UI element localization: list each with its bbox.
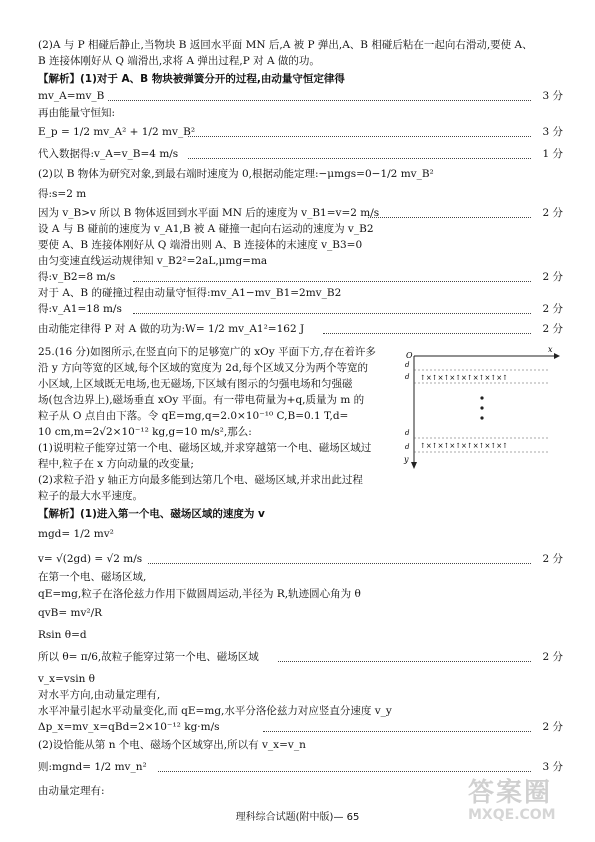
- text-line: qE=mg,粒子在洛伦兹力作用下做圆周运动,半径为 R,轨迹圆心角为 θ: [38, 588, 361, 600]
- text-line: 小区域,上区域既无电场,也无磁场,下区域有图示的匀强电场和匀强磁: [38, 378, 353, 390]
- ellipsis-dot: [480, 416, 483, 419]
- x-axis-label: x: [548, 345, 553, 354]
- text-line: 水平冲量引起水平动量变化,而 qE=mg,水平分洛伦兹力对应竖直分速度 v_y: [38, 705, 392, 717]
- d-label: d: [405, 361, 410, 369]
- text-line: 对于 A、B 的碰撞过程由动量守恒得:mv_A1−mv_B1=2mv_B2: [38, 287, 342, 299]
- text-line: 【解析】(1)进入第一个电、磁场区域的速度为 v: [38, 508, 265, 520]
- field-symbols-row-1: ↑×↑×↑×↑×↑×↑×↑×↑: [420, 374, 508, 382]
- text-line: 粒子的最大水平速度。: [38, 490, 143, 502]
- text-line: mgd= 1/2 mv²: [38, 528, 114, 540]
- text-line: 程中,粒子在 x 方向动量的改变量;: [38, 458, 194, 470]
- x-axis-arrow: [554, 353, 560, 359]
- watermark-url: MXQE.COM: [468, 807, 556, 823]
- y-axis-label: y: [404, 455, 409, 464]
- text-line: (1)说明粒子能穿过第一个电、磁场区域,并求穿越第一个电、磁场区域过: [38, 442, 372, 454]
- d-label: d: [405, 373, 410, 381]
- text-line: 所以 θ= π/6,故粒子能穿过第一个电、磁场区域 2 分: [38, 650, 563, 664]
- text-line: 代入数据得:v_A=v_B=4 m/s 1 分: [38, 147, 563, 161]
- text-line: (2)求粒子沿 y 轴正方向最多能到达第几个电、磁场区域,并求出此过程: [38, 474, 363, 486]
- text-line: 得:v_A1=18 m/s 2 分: [38, 302, 563, 316]
- text-line: 场(包含边界上),磁场垂直 xOy 平面。有一带电荷量为+q,质量为 m 的: [38, 394, 365, 406]
- text-line: 因为 v_B>v 所以 B 物体返回到水平面 MN 后的速度为 v_B1=v=2 m/s 2 分: [38, 206, 563, 220]
- text-line: 沿 y 方向等宽的区域,每个区域的宽度为 2d,每个区域又分为两个等宽的: [38, 362, 369, 374]
- text-line: 在第一个电、磁场区域,: [38, 571, 147, 583]
- text-line: 得:s=2 m: [38, 188, 87, 200]
- y-axis-arrow: [411, 462, 417, 469]
- text-line: 要使 A、B 连接体刚好从 Q 端滑出则 A、B 连接体的末速度 v_B3=0: [38, 239, 363, 251]
- text-line: 得:v_B2=8 m/s 2 分: [38, 270, 563, 284]
- watermark-logo: [468, 772, 588, 842]
- text-line: mv_A=mv_B 3 分: [38, 89, 563, 103]
- text-line: 由匀变速直线运动规律知 v_B2²=2aL,μmg=ma: [38, 255, 268, 267]
- watermark-logo-text: 答案圈: [468, 778, 553, 808]
- text-line: 25.(16 分)如图所示,在竖直向下的足够宽广的 xOy 平面下方,存在着许多: [38, 346, 376, 358]
- text-line: (2)A 与 P 相碰后静止,当物块 B 返回水平面 MN 后,A 被 P 弹出,A、B 相碰后粘在一起向右滑动,要使 A、: [38, 39, 533, 51]
- text-line: 10 cm,m=2√2×10⁻¹² kg,g=10 m/s²,那么:: [38, 426, 252, 438]
- d-label: d: [405, 443, 410, 451]
- text-line: 由动能定律得 P 对 A 做的功为:W= 1/2 mv_A1²=162 J 2 分: [38, 322, 563, 336]
- field-symbols-row-n: ↑×↑×↑×↑×↑×↑×↑×↑: [420, 442, 508, 450]
- text-line: 粒子从 O 点自由下落。令 qE=mg,q=2.0×10⁻¹⁰ C,B=0.1 T,d=: [38, 410, 349, 422]
- text-line: 再由能量守恒知:: [38, 107, 116, 119]
- origin-label: O: [406, 351, 413, 360]
- text-line: qvB= mv²/R: [38, 607, 103, 619]
- field-region-diagram: [400, 345, 560, 470]
- d-label: d: [405, 429, 410, 437]
- text-line: (2)以 B 物体为研究对象,到最右端时速度为 0,根据动能定理:−μmgs=0−1/2 mv_B²: [38, 168, 434, 180]
- text-line: 对水平方向,由动量定理有,: [38, 689, 161, 701]
- text-line: Rsin θ=d: [38, 629, 87, 641]
- text-line: B 连接体刚好从 Q 端滑出,求将 A 弹出过程,P 对 A 做的功。: [38, 55, 320, 67]
- text-line: 由动量定理有:: [38, 785, 105, 797]
- text-line: 则:mgnd= 1/2 mv_n² 3 分: [38, 760, 563, 774]
- ellipsis-dot: [480, 406, 483, 409]
- text-line: v_x=vsin θ: [38, 673, 96, 685]
- text-line: v= √(2gd) = √2 m/s 2 分: [38, 552, 563, 566]
- text-line: E_p = 1/2 mv_A² + 1/2 mv_B² 3 分: [38, 125, 563, 139]
- text-line: 设 A 与 B 碰前的速度为 v_A1,B 被 A 碰撞一起向右运动的速度为 v_B2: [38, 223, 374, 235]
- text-line: Δp_x=mv_x=qBd=2×10⁻¹² kg·m/s 2 分: [38, 720, 563, 734]
- text-line: (2)设恰能从第 n 个电、磁场个区域穿出,所以有 v_x=v_n: [38, 739, 306, 751]
- page-footer: 理科综合试题(附中版)— 65: [235, 812, 360, 823]
- text-line: 【解析】(1)对于 A、B 物块被弹簧分开的过程,由动量守恒定律得: [38, 73, 345, 85]
- ellipsis-dot: [480, 396, 483, 399]
